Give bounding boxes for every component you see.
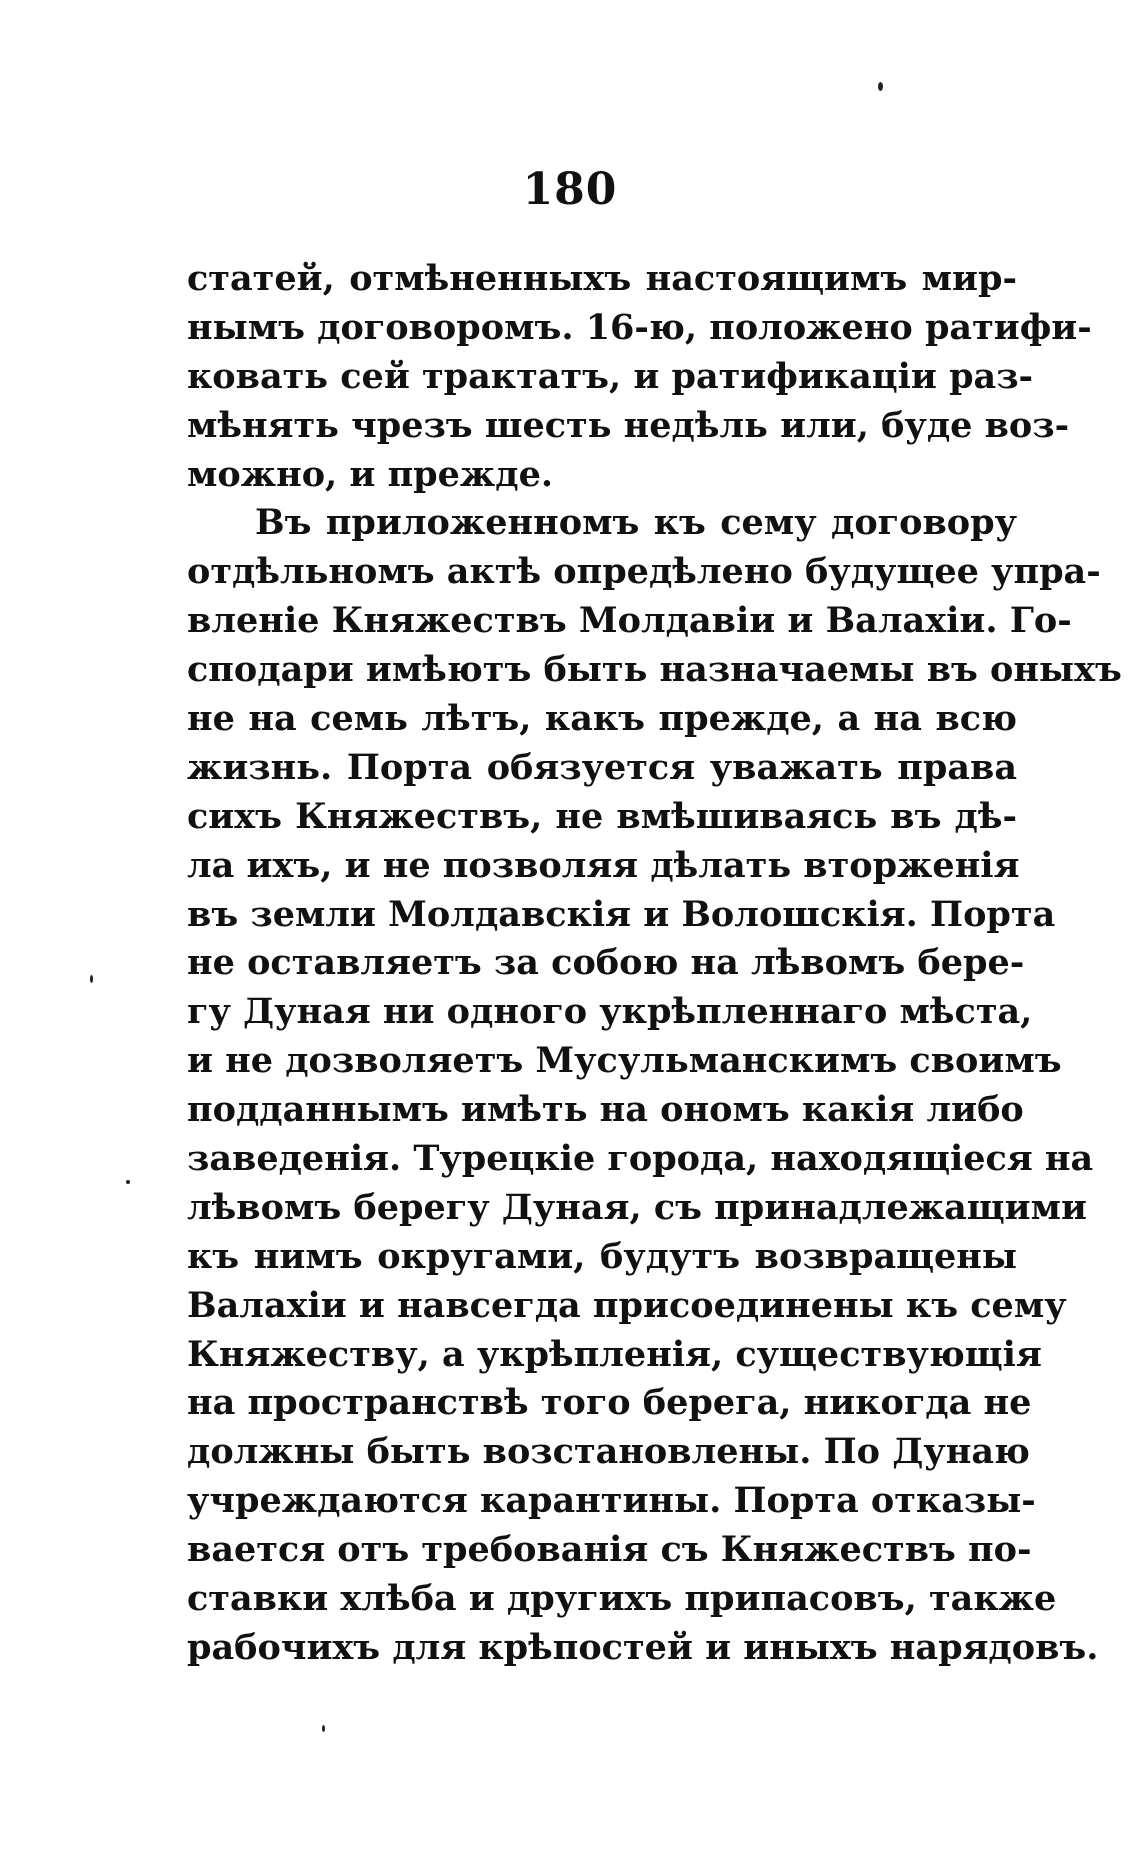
text-line: вается отъ требованія съ Княжествъ по- bbox=[187, 1529, 1032, 1571]
text-line: ставки хлѣба и другихъ припасовъ, также bbox=[187, 1578, 1057, 1620]
text-line: рабочихъ для крѣпостей и иныхъ нарядовъ. bbox=[187, 1626, 1099, 1668]
paragraph-1 bbox=[187, 255, 1092, 499]
paragraph-2 bbox=[187, 499, 1122, 1672]
text-line: Княжеству, а укрѣпленія, существующія bbox=[187, 1333, 1042, 1375]
text-line: заведенія. Турецкіе города, находящіеся на bbox=[187, 1138, 1094, 1180]
text-line: не оставляетъ за собою на лѣвомъ бере- bbox=[187, 942, 1025, 984]
text-line: лѣвомъ берегу Дуная, съ принадлежащими bbox=[187, 1186, 1088, 1228]
text-line: ковать сей трактатъ, и ратификаціи раз- bbox=[187, 355, 1034, 397]
text-line: подданнымъ имѣть на ономъ какія либо bbox=[187, 1089, 1024, 1131]
text-line: сподари имѣютъ быть назначаемы въ оныхъ bbox=[187, 649, 1122, 691]
text-line: нымъ договоромъ. 16-ю, положено ратифи- bbox=[187, 306, 1092, 348]
text-line: вленіе Княжествъ Молдавіи и Валахіи. Го- bbox=[187, 600, 1072, 642]
text-line: статей, отмѣненныхъ настоящимъ мир- bbox=[187, 258, 1017, 299]
scan-speck bbox=[90, 975, 93, 983]
text-line: должны быть возстановлены. По Дунаю bbox=[187, 1431, 1030, 1473]
text-line: въ земли Молдавскія и Волошскія. Порта bbox=[187, 893, 1056, 935]
scan-speck bbox=[878, 82, 883, 91]
text-line: ла ихъ, и не позволяя дѣлать вторженія bbox=[187, 844, 1020, 886]
text-line: можно, и прежде. bbox=[187, 453, 554, 495]
text-line: жизнь. Порта обязуется уважать права bbox=[187, 746, 1017, 788]
body-text bbox=[187, 255, 1122, 1673]
text-line: не на семь лѣтъ, какъ прежде, а на всю bbox=[187, 698, 1017, 740]
scan-speck bbox=[322, 1725, 325, 1732]
page-number: 180 bbox=[522, 164, 618, 215]
scan-speck bbox=[126, 1180, 130, 1184]
text-line: Валахіи и навсегда присоединены къ сему bbox=[187, 1284, 1067, 1326]
text-line: сихъ Княжествъ, не вмѣшиваясь въ дѣ- bbox=[187, 795, 1017, 837]
text-line: и не дозволяетъ Мусульманскимъ своимъ bbox=[187, 1040, 1062, 1082]
text-line: къ нимъ округами, будутъ возвращены bbox=[187, 1235, 1017, 1277]
text-line: мѣнять чрезъ шесть недѣль или, буде воз- bbox=[187, 404, 1070, 446]
text-line: учреждаются карантины. Порта отказы- bbox=[187, 1480, 1036, 1522]
text-line: отдѣльномъ актѣ опредѣлено будущее упра- bbox=[187, 551, 1101, 593]
text-line: Въ приложенномъ къ сему договору bbox=[255, 502, 1017, 544]
text-line: гу Дуная ни одного укрѣпленнаго мѣста, bbox=[187, 991, 1033, 1033]
text-line: на пространствѣ того берега, никогда не bbox=[187, 1382, 1032, 1424]
